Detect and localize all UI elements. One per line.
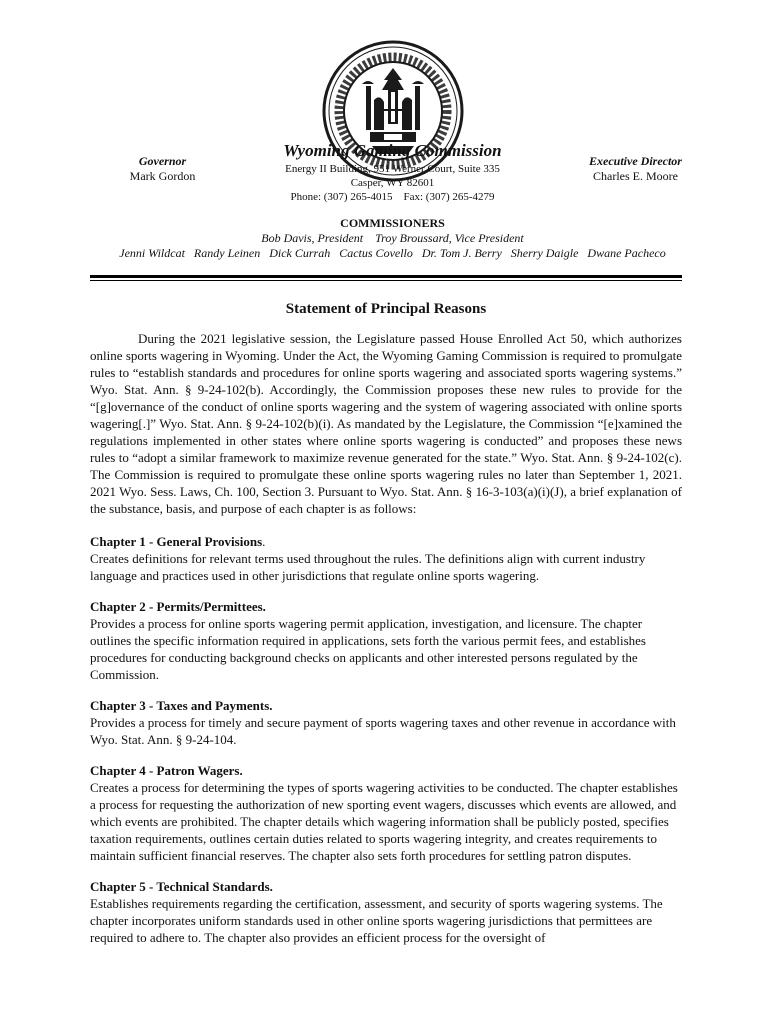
chapter-title: Chapter 4 - Patron Wagers.	[90, 763, 243, 778]
document-body	[90, 330, 682, 960]
commissioners-block	[60, 216, 725, 261]
chapter-title: Chapter 2 - Permits/Permittees.	[90, 599, 266, 614]
organization-block	[240, 140, 545, 204]
chapter-title: Chapter 3 - Taxes and Payments.	[90, 698, 273, 713]
chapter-section	[90, 762, 682, 864]
chapter-title: Chapter 5 - Technical Standards.	[90, 879, 273, 894]
chapter-section	[90, 878, 682, 946]
governor-block	[100, 154, 225, 184]
commissioners-members: Jenni Wildcat Randy Leinen Dick Currah Cactus Covello Dr. Tom J. Berry Sherry Daigle Dwane Pacheco	[119, 246, 666, 260]
commissioners-heading: COMMISSIONERS	[340, 216, 445, 230]
address-line-2: Casper, WY 82601	[350, 177, 435, 189]
chapter-title-suffix: .	[262, 534, 266, 549]
header-divider-thick	[90, 275, 682, 278]
governor-name: Mark Gordon	[129, 169, 196, 183]
chapter-text: Provides a process for online sports wagering permit application, investigation, and licensure. The chapter outlines the specific information required in applications, sets forth the various permit fees, and establishes procedures for conducting background checks on applicants and other interested persons regulated by the Commission.	[90, 616, 646, 682]
governor-title: Governor	[138, 154, 187, 168]
director-title: Executive Director	[589, 154, 682, 168]
phone-fax-line: Phone: (307) 265-4015 Fax: (307) 265-4279	[290, 191, 495, 203]
chapter-section	[90, 533, 682, 584]
organization-name: Wyoming Gaming Commission	[283, 141, 502, 160]
chapter-section	[90, 598, 682, 683]
chapter-text: Creates a process for determining the types of sports wagering activities to be conducted. The chapter establishes a process for requesting the authorization of new sporting event wagers, discusses which events are allowed, and which events are prohibited. The chapter details which wagering information shall be publicly posted, specifies taxation requirements, outlines certain duties related to sports wagering integrity, and creates requirements to maintain sufficient financial reserves. The chapter also sets forth procedures for settling patron disputes.	[90, 780, 678, 863]
commissioners-officers: Bob Davis, President Troy Broussard, Vice President	[261, 231, 524, 245]
header-divider-thin	[90, 280, 682, 281]
chapter-text: Establishes requirements regarding the certification, assessment, and security of sports wagering systems. The chapter incorporates uniform standards used in other online sports wagering jurisdictions that permittees are required to adhere to. The chapter also provides an efficient process for the oversight of	[90, 896, 663, 945]
chapter-text: Provides a process for timely and secure payment of sports wagering taxes and other revenue in accordance with Wyo. Stat. Ann. § 9-24-104.	[90, 715, 676, 747]
address-line-1: Energy II Building, 951 Werner Court, Suite 335	[285, 163, 500, 175]
chapter-section	[90, 697, 682, 748]
director-block	[558, 154, 713, 184]
chapter-title: Chapter 1 - General Provisions	[90, 534, 263, 549]
document-title: Statement of Principal Reasons	[285, 301, 487, 317]
intro-paragraph: During the 2021 legislative session, the Legislature passed House Enrolled Act 50, which authorizes online sports wagering in Wyoming. Under the Act, the Wyoming Gaming Commission is required to promulgate rules to “establish standards and procedures for online sports wagering and associated sports wagering systems.” Wyo. Stat. Ann. § 9-24-102(b). Accordingly, the Commission proposes these new rules to provide for the “[g]overnance of the conduct of online sports wagering and the system of wagering associated with online sports wagering[.]” Wyo. Stat. Ann. § 9-24-102(b)(i). As mandated by the Legislature, the Commission “[e]xamined the regulations implemented in other states where online sports wagering is conducted” and proposes these news rules to “adopt a similar framework to maximize revenue generated for the state.” Wyo. Stat. Ann. § 9-24-102(c). The Commission is required to promulgate these online sports wagering rules no later than September 1, 2021. 2021 Wyo. Sess. Laws, Ch. 100, Section 3. Pursuant to Wyo. Stat. Ann. § 16-3-103(a)(i)(J), a brief explanation of the substance, basis, and purpose of each chapter is as follows:	[90, 331, 682, 516]
director-name: Charles E. Moore	[593, 169, 678, 183]
chapter-text: Creates definitions for relevant terms used throughout the rules. The definitions align with current industry language and practices used in other jurisdictions that regulate online sports wagering.	[90, 551, 646, 583]
